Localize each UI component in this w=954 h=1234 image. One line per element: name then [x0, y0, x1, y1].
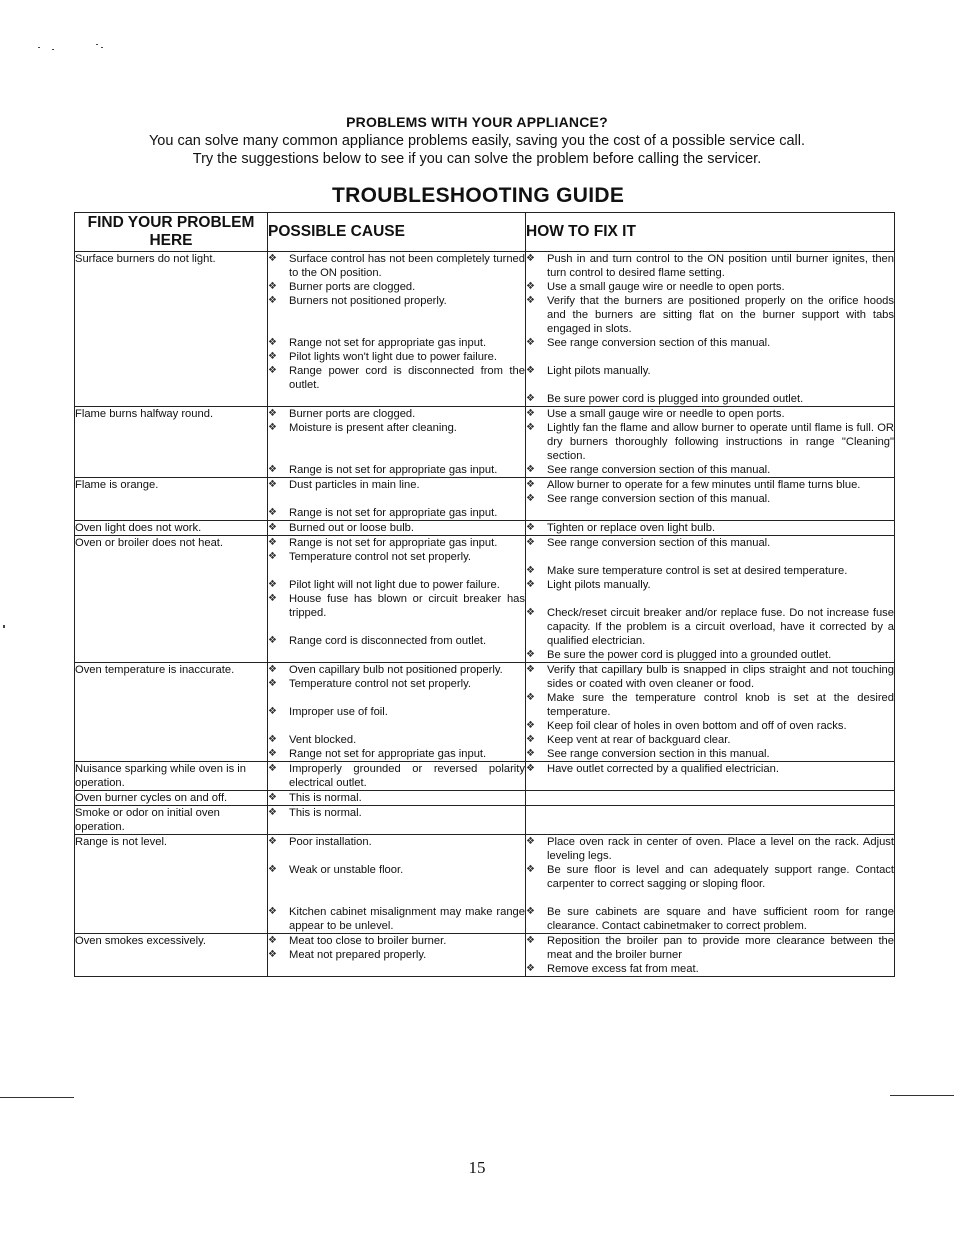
fix-text: Keep vent at rear of backguard clear. — [547, 734, 731, 746]
problem-cell: Oven light does not work. — [75, 521, 268, 536]
cause-text: Meat not prepared properly. — [289, 949, 427, 961]
fix-item — [526, 863, 894, 891]
cause-item — [268, 421, 525, 435]
fix-item — [526, 747, 894, 761]
cause-item — [268, 934, 525, 948]
fix-text: Lightly fan the flame and allow burner to operate until flame is full. OR dry burners thoroughly following instructions in range "Cleaning" section. — [547, 422, 894, 462]
fix-item — [526, 733, 894, 747]
cause-text: Temperature control not set properly. — [289, 551, 471, 563]
fix-cell — [526, 252, 895, 407]
scan-speck — [96, 44, 98, 45]
diamond-bullet-icon: ❖ — [526, 748, 535, 759]
problem-cell: Flame burns halfway round. — [75, 407, 268, 478]
fix-text: Tighten or replace oven light bulb. — [547, 522, 716, 534]
diamond-bullet-icon: ❖ — [526, 479, 535, 490]
cause-cell — [268, 521, 526, 536]
problem-cell: Oven or broiler does not heat. — [75, 536, 268, 663]
diamond-bullet-icon: ❖ — [268, 748, 277, 759]
fix-cell — [526, 806, 895, 835]
column-header-cause: POSSIBLE CAUSE — [268, 213, 526, 252]
fix-item — [526, 463, 894, 477]
diamond-bullet-icon: ❖ — [268, 351, 277, 362]
diamond-bullet-icon: ❖ — [268, 579, 277, 590]
cause-item — [268, 835, 525, 849]
diamond-bullet-icon: ❖ — [526, 365, 535, 376]
fix-item — [526, 521, 894, 535]
cause-text: Range is not set for appropriate gas input. — [289, 537, 498, 549]
fix-item — [526, 564, 894, 578]
diamond-bullet-icon: ❖ — [526, 537, 535, 548]
cause-cell — [268, 663, 526, 762]
cause-item — [268, 592, 525, 620]
problem-cell: Oven temperature is inaccurate. — [75, 663, 268, 762]
diamond-bullet-icon: ❖ — [526, 963, 535, 974]
cause-cell — [268, 762, 526, 791]
diamond-bullet-icon: ❖ — [526, 295, 535, 306]
diamond-bullet-icon: ❖ — [268, 906, 277, 917]
fix-item — [526, 492, 894, 506]
cause-text: Range power cord is disconnected from the outlet. — [289, 365, 525, 391]
fix-item — [526, 407, 894, 421]
fix-text: Verify that the burners are positioned properly on the orifice hoods and the burners are sitting flat on the burner support with tabs engaged in slots. — [547, 295, 894, 335]
problem-cell: Flame is orange. — [75, 478, 268, 521]
cause-item — [268, 677, 525, 691]
cause-item — [268, 550, 525, 564]
cause-item — [268, 791, 525, 805]
cause-cell — [268, 407, 526, 478]
diamond-bullet-icon: ❖ — [268, 281, 277, 292]
diamond-bullet-icon: ❖ — [268, 734, 277, 745]
diamond-bullet-icon: ❖ — [268, 763, 277, 774]
cause-text: Weak or unstable floor. — [289, 864, 404, 876]
fix-item — [526, 835, 894, 863]
fix-text: Make sure the temperature control knob is set at the desired temperature. — [547, 692, 894, 718]
cause-item — [268, 863, 525, 877]
cause-text: Improper use of foil. — [289, 706, 388, 718]
fix-cell — [526, 934, 895, 977]
diamond-bullet-icon: ❖ — [526, 692, 535, 703]
fix-cell — [526, 791, 895, 806]
fix-cell — [526, 835, 895, 934]
cause-text: House fuse has blown or circuit breaker has tripped. — [289, 593, 525, 619]
fix-text: Allow burner to operate for a few minutes until flame turns blue. — [547, 479, 861, 491]
diamond-bullet-icon: ❖ — [268, 864, 277, 875]
diamond-bullet-icon: ❖ — [268, 537, 277, 548]
table-row — [75, 663, 895, 762]
cause-text: Temperature control not set properly. — [289, 678, 471, 690]
diamond-bullet-icon: ❖ — [268, 836, 277, 847]
cause-item — [268, 350, 525, 364]
diamond-bullet-icon: ❖ — [526, 253, 535, 264]
table-row — [75, 252, 895, 407]
diamond-bullet-icon: ❖ — [268, 792, 277, 803]
cause-text: Range not set for appropriate gas input. — [289, 748, 487, 760]
fix-item — [526, 606, 894, 648]
diamond-bullet-icon: ❖ — [526, 906, 535, 917]
fix-item — [526, 762, 894, 776]
cause-text: Range cord is disconnected from outlet. — [289, 635, 487, 647]
diamond-bullet-icon: ❖ — [268, 408, 277, 419]
diamond-bullet-icon: ❖ — [268, 365, 277, 376]
cause-cell — [268, 536, 526, 663]
cause-item — [268, 407, 525, 421]
cause-item — [268, 336, 525, 350]
fix-item — [526, 364, 894, 378]
fix-text: Be sure floor is level and can adequately support range. Contact carpenter to correct sagging or sloping floor. — [547, 864, 894, 890]
cause-item — [268, 536, 525, 550]
table-row — [75, 835, 895, 934]
scan-speck — [38, 47, 40, 48]
cause-text: Range is not set for appropriate gas input. — [289, 507, 498, 519]
problem-cell: Smoke or odor on initial oven operation. — [75, 806, 268, 835]
diamond-bullet-icon: ❖ — [268, 507, 277, 518]
problem-cell: Nuisance sparking while oven is in operation. — [75, 762, 268, 791]
problem-cell: Surface burners do not light. — [75, 252, 268, 407]
diamond-bullet-icon: ❖ — [526, 734, 535, 745]
cause-item — [268, 578, 525, 592]
diamond-bullet-icon: ❖ — [526, 864, 535, 875]
cause-text: Kitchen cabinet misalignment may make range appear to be unlevel. — [289, 906, 525, 932]
fix-item — [526, 578, 894, 592]
fix-text: See range conversion section of this manual. — [547, 464, 771, 476]
cause-text: Oven capillary bulb not positioned properly. — [289, 664, 503, 676]
guide-title: TROUBLESHOOTING GUIDE — [332, 184, 625, 207]
page-rule-right — [890, 1095, 954, 1096]
fix-text: Reposition the broiler pan to provide more clearance between the meat and the broiler burner — [547, 935, 894, 961]
scan-speck — [3, 625, 5, 628]
scan-speck — [52, 49, 54, 50]
diamond-bullet-icon: ❖ — [268, 422, 277, 433]
problem-cell: Oven smokes excessively. — [75, 934, 268, 977]
cause-text: Burners not positioned properly. — [289, 295, 447, 307]
scan-speck — [101, 47, 103, 48]
cause-item — [268, 506, 525, 520]
cause-text: Range not set for appropriate gas input. — [289, 337, 487, 349]
fix-text: Verify that capillary bulb is snapped in clips straight and not touching sides or coated with oven cleaner or food. — [547, 664, 894, 690]
fix-cell — [526, 407, 895, 478]
diamond-bullet-icon: ❖ — [268, 949, 277, 960]
diamond-bullet-icon: ❖ — [526, 763, 535, 774]
fix-text: Be sure cabinets are square and have sufficient room for range clearance. Contact cabinetmaker to correct problem. — [547, 906, 894, 932]
fix-item — [526, 421, 894, 463]
cause-item — [268, 663, 525, 677]
table-row — [75, 536, 895, 663]
cause-text: Meat too close to broiler burner. — [289, 935, 447, 947]
diamond-bullet-icon: ❖ — [268, 479, 277, 490]
fix-text: Be sure the power cord is plugged into a grounded outlet. — [547, 649, 832, 661]
fix-item — [526, 478, 894, 492]
cause-text: Improperly grounded or reversed polarity electrical outlet. — [289, 763, 525, 789]
cause-item — [268, 905, 525, 933]
cause-text: Surface control has not been completely turned to the ON position. — [289, 253, 525, 279]
fix-item — [526, 392, 894, 406]
table-row — [75, 806, 895, 835]
table-row — [75, 478, 895, 521]
fix-cell — [526, 478, 895, 521]
column-header-fix: HOW TO FIX IT — [526, 213, 895, 252]
diamond-bullet-icon: ❖ — [268, 253, 277, 264]
cause-cell — [268, 791, 526, 806]
problem-cell: Oven burner cycles on and off. — [75, 791, 268, 806]
diamond-bullet-icon: ❖ — [526, 408, 535, 419]
cause-cell — [268, 806, 526, 835]
diamond-bullet-icon: ❖ — [268, 337, 277, 348]
fix-text: Push in and turn control to the ON position until burner ignites, then turn control to desired flame setting. — [547, 253, 894, 279]
cause-item — [268, 762, 525, 790]
fix-item — [526, 280, 894, 294]
diamond-bullet-icon: ❖ — [526, 607, 535, 618]
cause-text: Dust particles in main line. — [289, 479, 420, 491]
cause-item — [268, 521, 525, 535]
cause-text: Pilot light will not light due to power failure. — [289, 579, 500, 591]
cause-text: Poor installation. — [289, 836, 372, 848]
cause-text: Moisture is present after cleaning. — [289, 422, 457, 434]
cause-cell — [268, 934, 526, 977]
fix-cell — [526, 663, 895, 762]
fix-item — [526, 336, 894, 350]
diamond-bullet-icon: ❖ — [268, 551, 277, 562]
cause-text: Burned out or loose bulb. — [289, 522, 415, 534]
intro-line-2: Try the suggestions below to see if you can solve the problem before calling the servicer. — [192, 151, 762, 167]
cause-item — [268, 294, 525, 308]
cause-cell — [268, 478, 526, 521]
cause-item — [268, 733, 525, 747]
cause-text: This is normal. — [289, 807, 362, 819]
cause-item — [268, 252, 525, 280]
page-rule-left — [0, 1097, 74, 1098]
diamond-bullet-icon: ❖ — [526, 664, 535, 675]
fix-cell — [526, 762, 895, 791]
fix-item — [526, 294, 894, 336]
diamond-bullet-icon: ❖ — [526, 522, 535, 533]
fix-item — [526, 691, 894, 719]
diamond-bullet-icon: ❖ — [268, 522, 277, 533]
cause-text: Burner ports are clogged. — [289, 408, 416, 420]
page-number: 15 — [468, 1158, 486, 1177]
fix-text: Keep foil clear of holes in oven bottom and off of oven racks. — [547, 720, 847, 732]
fix-cell — [526, 521, 895, 536]
diamond-bullet-icon: ❖ — [268, 807, 277, 818]
diamond-bullet-icon: ❖ — [526, 649, 535, 660]
fix-text: See range conversion section of this manual. — [547, 537, 771, 549]
diamond-bullet-icon: ❖ — [268, 593, 277, 604]
cause-text: This is normal. — [289, 792, 362, 804]
diamond-bullet-icon: ❖ — [526, 579, 535, 590]
diamond-bullet-icon: ❖ — [526, 720, 535, 731]
cause-item — [268, 478, 525, 492]
fix-item — [526, 648, 894, 662]
cause-item — [268, 948, 525, 962]
fix-item — [526, 905, 894, 933]
fix-text: See range conversion section of this manual. — [547, 337, 771, 349]
fix-text: Check/reset circuit breaker and/or replace fuse. Do not increase fuse capacity. If the problem is a circuit overload, have it corrected by a qualified electrician. — [547, 607, 894, 647]
fix-item — [526, 962, 894, 976]
cause-item — [268, 634, 525, 648]
diamond-bullet-icon: ❖ — [268, 464, 277, 475]
diamond-bullet-icon: ❖ — [526, 464, 535, 475]
table-row — [75, 521, 895, 536]
table-row — [75, 407, 895, 478]
column-header-problem: FIND YOUR PROBLEM HERE — [75, 213, 268, 252]
diamond-bullet-icon: ❖ — [268, 295, 277, 306]
diamond-bullet-icon: ❖ — [526, 836, 535, 847]
fix-text: Make sure temperature control is set at desired temperature. — [547, 565, 848, 577]
diamond-bullet-icon: ❖ — [526, 565, 535, 576]
table-row — [75, 791, 895, 806]
fix-item — [526, 719, 894, 733]
fix-text: Use a small gauge wire or needle to open ports. — [547, 281, 785, 293]
problem-cell: Range is not level. — [75, 835, 268, 934]
intro-line-1: You can solve many common appliance problems easily, saving you the cost of a possible service call. — [148, 133, 806, 149]
fix-text: Light pilots manually. — [547, 365, 651, 377]
diamond-bullet-icon: ❖ — [526, 281, 535, 292]
fix-text: Place oven rack in center of oven. Place a level on the rack. Adjust leveling legs. — [547, 836, 894, 862]
fix-cell — [526, 536, 895, 663]
fix-item — [526, 663, 894, 691]
fix-text: See range conversion section in this manual. — [547, 748, 770, 760]
fix-text: Remove excess fat from meat. — [547, 963, 699, 975]
diamond-bullet-icon: ❖ — [526, 337, 535, 348]
cause-item — [268, 705, 525, 719]
fix-text: Use a small gauge wire or needle to open ports. — [547, 408, 785, 420]
table-row — [75, 934, 895, 977]
fix-text: Be sure power cord is plugged into grounded outlet. — [547, 393, 804, 405]
cause-cell — [268, 252, 526, 407]
section-heading: PROBLEMS WITH YOUR APPLIANCE? — [346, 114, 608, 130]
diamond-bullet-icon: ❖ — [268, 706, 277, 717]
troubleshooting-table — [74, 212, 895, 977]
diamond-bullet-icon: ❖ — [526, 422, 535, 433]
cause-item — [268, 364, 525, 392]
diamond-bullet-icon: ❖ — [268, 678, 277, 689]
fix-item — [526, 252, 894, 280]
diamond-bullet-icon: ❖ — [526, 935, 535, 946]
diamond-bullet-icon: ❖ — [268, 935, 277, 946]
diamond-bullet-icon: ❖ — [526, 393, 535, 404]
cause-text: Pilot lights won't light due to power failure. — [289, 351, 497, 363]
cause-item — [268, 747, 525, 761]
fix-text: See range conversion section of this manual. — [547, 493, 771, 505]
table-header-row — [75, 213, 895, 252]
table-row — [75, 762, 895, 791]
fix-text: Have outlet corrected by a qualified electrician. — [547, 763, 779, 775]
cause-item — [268, 806, 525, 820]
fix-item — [526, 536, 894, 550]
diamond-bullet-icon: ❖ — [268, 664, 277, 675]
cause-text: Range is not set for appropriate gas input. — [289, 464, 498, 476]
cause-cell — [268, 835, 526, 934]
fix-text: Light pilots manually. — [547, 579, 651, 591]
diamond-bullet-icon: ❖ — [268, 635, 277, 646]
cause-text: Vent blocked. — [289, 734, 357, 746]
diamond-bullet-icon: ❖ — [526, 493, 535, 504]
cause-text: Burner ports are clogged. — [289, 281, 416, 293]
fix-item — [526, 934, 894, 962]
cause-item — [268, 463, 525, 477]
cause-item — [268, 280, 525, 294]
